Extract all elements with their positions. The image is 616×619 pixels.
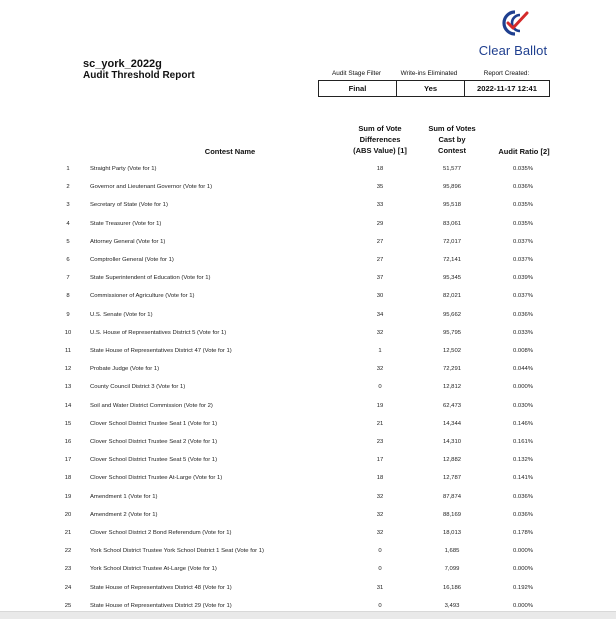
row-number: 25 <box>64 602 72 609</box>
contest-name: State Treasurer (Vote for 1) <box>90 220 162 227</box>
vote-differences: 27 <box>376 238 384 245</box>
contest-name: Clover School District 2 Bond Referendum (Vote for 1) <box>90 530 232 536</box>
vote-differences: 18 <box>376 475 384 482</box>
votes-cast: 14,310 <box>442 439 462 445</box>
contest-name: Comptroller General (Vote for 1) <box>90 257 174 263</box>
audit-ratio: 0.044% <box>513 366 533 373</box>
votes-cast: 14,344 <box>442 420 462 427</box>
vote-differences: 27 <box>376 257 384 263</box>
votes-cast: 1,685 <box>444 548 460 555</box>
table-row <box>0 489 616 507</box>
table-row <box>0 416 616 434</box>
col-head-cast-line3: Contest <box>438 146 466 155</box>
vote-differences: 33 <box>376 202 384 209</box>
table-row <box>0 398 616 416</box>
row-number: 14 <box>64 402 72 409</box>
votes-cast: 95,795 <box>442 329 462 336</box>
audit-ratio: 0.037% <box>513 238 533 245</box>
audit-ratio: 0.192% <box>513 584 533 591</box>
votes-cast: 72,141 <box>442 257 462 263</box>
meta-box <box>318 80 550 97</box>
vote-differences: 0 <box>378 602 382 609</box>
contest-name: U.S. Senate (Vote for 1) <box>90 311 153 318</box>
col-head-cast-line2: Cast by <box>438 135 466 144</box>
report-title: Audit Threshold Report <box>83 70 195 81</box>
row-number: 1 <box>66 166 70 172</box>
audit-ratio: 0.033% <box>513 329 533 336</box>
vote-differences: 0 <box>378 384 382 391</box>
vote-differences: 34 <box>376 311 384 318</box>
row-number: 17 <box>64 457 72 464</box>
brand-name: Clear Ballot <box>478 43 548 58</box>
vote-differences: 32 <box>376 493 384 500</box>
row-number: 2 <box>66 184 70 191</box>
table-row <box>0 452 616 470</box>
votes-cast: 12,502 <box>442 348 462 354</box>
audit-ratio: 0.008% <box>513 348 533 354</box>
audit-ratio: 0.037% <box>513 257 533 263</box>
contest-name: Attorney General (Vote for 1) <box>90 238 166 245</box>
vote-differences: 19 <box>376 402 384 409</box>
contest-name: York School District Trustee At-Large (Vote for 1) <box>90 566 217 573</box>
meta-value-created: 2022-11-17 12:41 <box>464 81 549 96</box>
audit-ratio: 0.000% <box>513 602 533 609</box>
contest-name: Commissioner of Agriculture (Vote for 1) <box>90 293 195 300</box>
contest-name: State House of Representatives District 47 (Vote for 1) <box>90 348 232 354</box>
table-row <box>0 197 616 215</box>
col-head-diff-line1: Sum of Vote <box>358 124 402 133</box>
table-row <box>0 161 616 179</box>
votes-cast: 83,061 <box>442 220 462 227</box>
row-number: 22 <box>64 548 72 555</box>
contest-name: State House of Representatives District 48 (Vote for 1) <box>90 584 232 591</box>
col-head-diff-line3: (ABS Value) [1] <box>353 146 407 155</box>
vote-differences: 23 <box>376 439 384 445</box>
contest-name: State Superintendent of Education (Vote for 1) <box>90 275 211 282</box>
table-row <box>0 288 616 306</box>
table-row <box>0 580 616 598</box>
audit-ratio: 0.036% <box>513 311 533 318</box>
audit-ratio: 0.036% <box>513 493 533 500</box>
contest-name: Governor and Lieutenant Governor (Vote for 1) <box>90 184 213 191</box>
vote-differences: 17 <box>376 457 384 464</box>
meta-label-created: Report Created: <box>483 70 530 77</box>
votes-cast: 87,874 <box>442 493 462 500</box>
row-number: 20 <box>64 511 72 518</box>
col-head-ratio: Audit Ratio [2] <box>498 147 550 156</box>
row-number: 11 <box>64 348 72 354</box>
votes-cast: 12,882 <box>442 457 462 464</box>
row-number: 4 <box>66 220 70 227</box>
row-number: 24 <box>64 584 72 591</box>
row-number: 21 <box>64 530 72 536</box>
votes-cast: 72,017 <box>442 238 462 245</box>
votes-cast: 95,518 <box>442 202 462 209</box>
table-row <box>0 379 616 397</box>
table-row <box>0 325 616 343</box>
contest-name: U.S. House of Representatives District 5 (Vote for 1) <box>90 329 227 336</box>
votes-cast: 95,345 <box>442 275 462 282</box>
votes-cast: 95,662 <box>442 311 462 318</box>
vote-differences: 37 <box>376 275 384 282</box>
meta-value-writeins: Yes <box>396 81 464 96</box>
vote-differences: 35 <box>376 184 384 191</box>
contest-name: Clover School District Trustee Seat 5 (Vote for 1) <box>90 457 218 464</box>
table-row <box>0 234 616 252</box>
votes-cast: 7,099 <box>444 566 460 573</box>
row-number: 18 <box>64 475 72 482</box>
votes-cast: 95,896 <box>442 184 462 191</box>
meta-label-writeins: Write-ins Eliminated <box>400 70 458 77</box>
row-number: 19 <box>64 493 72 500</box>
vote-differences: 32 <box>376 511 384 518</box>
audit-ratio: 0.178% <box>513 530 533 536</box>
table-row <box>0 252 616 270</box>
row-number: 10 <box>64 329 72 336</box>
votes-cast: 16,186 <box>442 584 462 591</box>
table-row <box>0 343 616 361</box>
votes-cast: 82,021 <box>442 293 462 300</box>
col-head-diff-line2: Differences <box>359 135 401 144</box>
vote-differences: 0 <box>378 566 382 573</box>
table-row <box>0 543 616 561</box>
votes-cast: 62,473 <box>442 402 462 409</box>
row-number: 8 <box>66 293 70 300</box>
table-row <box>0 525 616 543</box>
votes-cast: 88,169 <box>442 511 462 518</box>
col-head-contest: Contest Name <box>204 147 256 156</box>
vote-differences: 32 <box>376 366 384 373</box>
audit-ratio: 0.035% <box>513 220 533 227</box>
table-row <box>0 507 616 525</box>
votes-cast: 51,577 <box>442 166 462 172</box>
row-number: 6 <box>66 257 70 263</box>
audit-ratio: 0.036% <box>513 184 533 191</box>
report-id: sc_york_2022g <box>83 58 162 70</box>
audit-ratio: 0.146% <box>513 420 533 427</box>
table-row <box>0 307 616 325</box>
row-number: 23 <box>64 566 72 573</box>
votes-cast: 3,493 <box>444 602 460 609</box>
audit-ratio: 0.000% <box>513 548 533 555</box>
table-row <box>0 179 616 197</box>
row-number: 15 <box>64 420 72 427</box>
audit-ratio: 0.037% <box>513 293 533 300</box>
contest-name: Secretary of State (Vote for 1) <box>90 202 168 209</box>
contest-name: Clover School District Trustee At-Large (Vote for 1) <box>90 475 223 482</box>
contest-name: York School District Trustee York School District 1 Seat (Vote for 1) <box>90 548 264 555</box>
table-row <box>0 434 616 452</box>
vote-differences: 31 <box>376 584 384 591</box>
vote-differences: 18 <box>376 166 384 172</box>
contest-name: Clover School District Trustee Seat 2 (Vote for 1) <box>90 439 218 445</box>
votes-cast: 12,787 <box>442 475 462 482</box>
meta-value-stage: Final <box>348 84 367 93</box>
row-number: 13 <box>64 384 72 391</box>
row-number: 3 <box>66 202 70 209</box>
vote-differences: 32 <box>376 329 384 336</box>
audit-ratio: 0.141% <box>513 475 533 482</box>
clear-ballot-logo <box>474 8 550 60</box>
audit-ratio: 0.035% <box>513 202 533 209</box>
audit-ratio: 0.132% <box>513 457 533 464</box>
table-row <box>0 470 616 488</box>
table-row <box>0 561 616 579</box>
table-row <box>0 216 616 234</box>
audit-ratio: 0.000% <box>513 384 533 391</box>
row-number: 16 <box>64 439 72 445</box>
audit-ratio: 0.030% <box>513 402 533 409</box>
audit-ratio: 0.035% <box>513 166 533 172</box>
table-row <box>0 361 616 379</box>
audit-ratio: 0.039% <box>513 275 533 282</box>
vote-differences: 1 <box>378 348 382 354</box>
page-bottom-edge <box>0 611 616 619</box>
audit-ratio: 0.161% <box>513 439 533 445</box>
contest-name: Clover School District Trustee Seat 1 (Vote for 1) <box>90 420 218 427</box>
audit-ratio: 0.000% <box>513 566 533 573</box>
meta-label-stage: Audit Stage Filter <box>331 70 382 77</box>
row-number: 7 <box>66 275 70 282</box>
audit-ratio: 0.036% <box>513 511 533 518</box>
vote-differences: 29 <box>376 220 384 227</box>
vote-differences: 30 <box>376 293 384 300</box>
contest-name: Soil and Water District Commission (Vote for 2) <box>90 402 213 409</box>
contest-name: State House of Representatives District 29 (Vote for 1) <box>90 602 232 609</box>
row-number: 9 <box>66 311 70 318</box>
votes-cast: 12,812 <box>442 384 462 391</box>
votes-cast: 72,291 <box>442 366 462 373</box>
check-mark-logo-icon <box>493 8 531 38</box>
contest-name: Amendment 1 (Vote for 1) <box>90 493 158 500</box>
votes-cast: 18,013 <box>442 530 462 536</box>
row-number: 12 <box>64 366 72 373</box>
contest-name: County Council District 3 (Vote for 1) <box>90 384 186 391</box>
contest-name: Amendment 2 (Vote for 1) <box>90 511 158 518</box>
vote-differences: 21 <box>376 420 384 427</box>
vote-differences: 32 <box>376 530 384 536</box>
vote-differences: 0 <box>378 548 382 555</box>
table-row <box>0 270 616 288</box>
col-head-cast-line1: Sum of Votes <box>428 124 476 133</box>
contest-name: Straight Party (Vote for 1) <box>90 166 157 172</box>
row-number: 5 <box>66 238 70 245</box>
contest-name: Probate Judge (Vote for 1) <box>90 366 160 373</box>
col-head-cast <box>410 123 494 156</box>
